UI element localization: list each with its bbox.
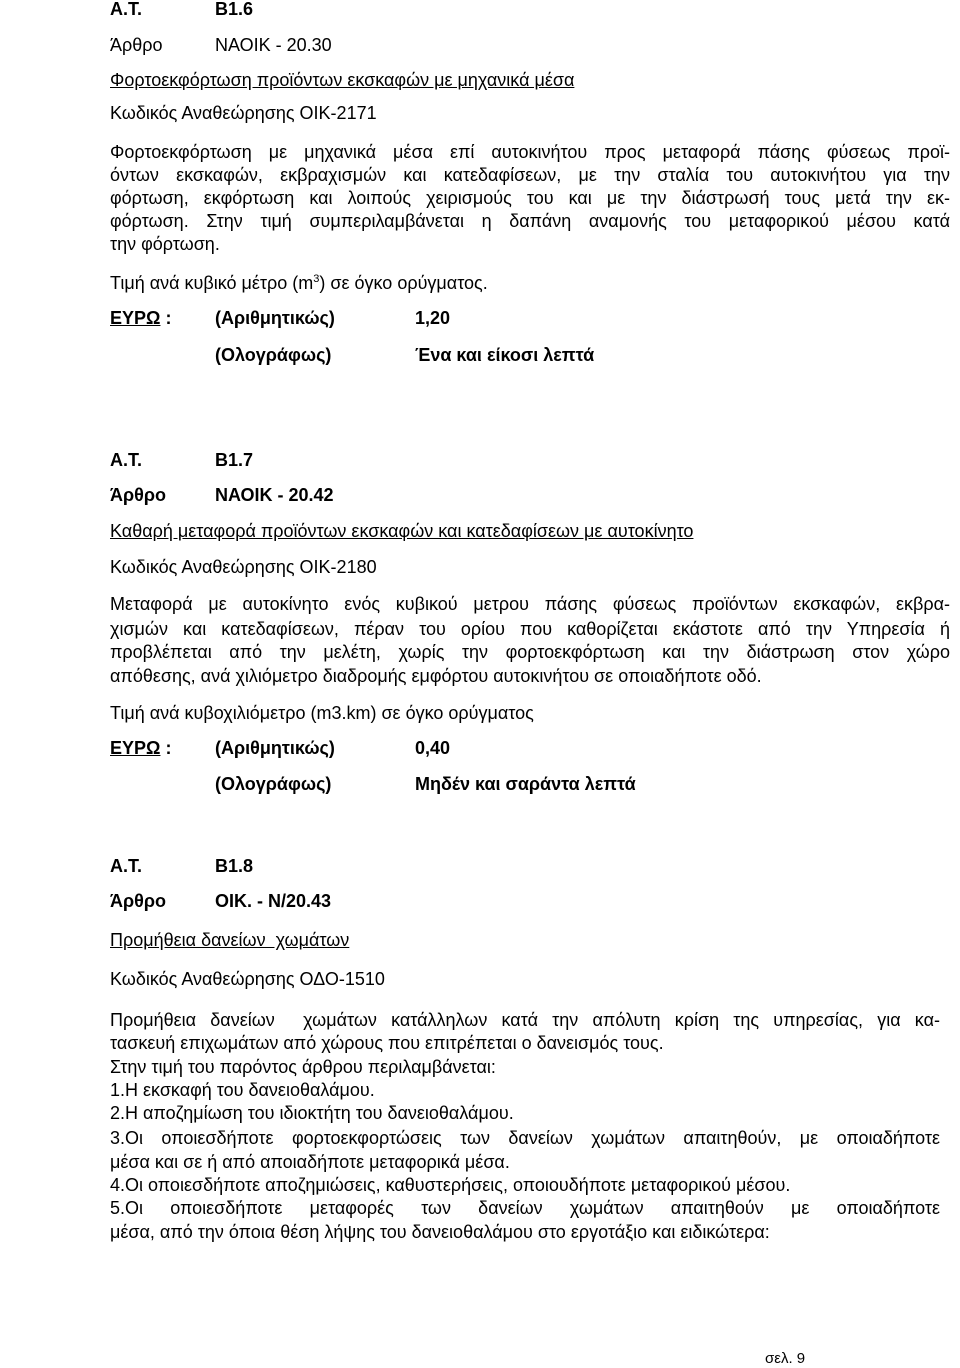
- section-1-revision-code: Κωδικός Αναθεώρησης ΟΙΚ-2171: [110, 103, 377, 123]
- section-3-list-item: 4.Οι οποιεσδήποτε αποζημιώσεις, καθυστερήσεις, οποιουδήποτε μεταφορικού μέσου.: [110, 1175, 791, 1195]
- article-code: ΝΑΟΙΚ - 20.30: [215, 35, 332, 55]
- numeric-value: 0,40: [415, 738, 451, 758]
- section-3-article-line: [110, 891, 950, 911]
- words-value: Μηδέν και σαράντα λεπτά: [415, 774, 636, 794]
- section-2-description-line: προβλέπεται από την μελέτη, χωρίς την φορτοεκφόρτωση και την διάστρωση στον χώρο: [110, 642, 950, 662]
- section-3-at-line: [110, 856, 950, 876]
- numeric-label: (Αριθμητικώς): [215, 308, 335, 328]
- section-3-list-item-continuation: μέσα και σε ή από αποιαδήποτε μεταφορικά μέσα.: [110, 1152, 510, 1172]
- section-3-revision-code: Κωδικός Αναθεώρησης ΟΔΟ-1510: [110, 969, 385, 989]
- at-code: Β1.6: [215, 0, 254, 19]
- article-label: Άρθρο: [110, 891, 166, 911]
- section-1-description-line: όντων εκσκαφών, εκβραχισμών και κατεδαφίσεων, με την σταλία του αυτοκινήτου για την: [110, 165, 950, 185]
- section-2-description-line: Μεταφορά με αυτοκίνητο ενός κυβικού μετρου πάσης φύσεως προϊόντων εκσκαφών, εκβρα-: [110, 594, 950, 614]
- unit-superscript: 3: [313, 273, 320, 285]
- section-2-price-numeric-line: [110, 738, 950, 758]
- currency: ΕΥΡΩ: [110, 738, 161, 758]
- article-code: ΟΙΚ. - Ν/20.43: [215, 891, 332, 911]
- section-2-description-line: απόθεσης, ανά χιλιόμετρο διαδρομής εμφόρτου αυτοκινήτου σε οποιαδήποτε οδό.: [110, 666, 762, 686]
- section-2-at-line: [110, 450, 950, 470]
- section-3-title: Προμήθεια δανείων χωμάτων: [110, 930, 350, 950]
- section-2-description-line: χισμών και κατεδαφίσεων, πέραν του ορίου που καθορίζεται εκάστοτε από την Υπηρεσία ή: [110, 619, 950, 639]
- at-label: Α.Τ.: [110, 450, 143, 470]
- section-1-description-line: Φορτοεκφόρτωση με μηχανικά μέσα επί αυτοκινήτου προς μεταφορά πάσης φύσεως προϊ-: [110, 142, 950, 162]
- section-1-unit-text: [110, 273, 488, 293]
- at-code: Β1.7: [215, 450, 254, 470]
- section-2-title: Καθαρή μεταφορά προϊόντων εκσκαφών και κατεδαφίσεων με αυτοκίνητο: [110, 521, 694, 541]
- section-3-description-line: Προμήθεια δανείων χωμάτων κατάλληλων κατά την απόλυτη κρίση της υπηρεσίας, για κα-: [110, 1010, 940, 1030]
- currency-separator: :: [160, 308, 172, 328]
- currency: ΕΥΡΩ: [110, 308, 161, 328]
- section-3-list-item: 1.Η εκσκαφή του δανειοθαλάμου.: [110, 1080, 375, 1100]
- at-label: Α.Τ.: [110, 856, 143, 876]
- page-number: σελ. 9: [765, 1350, 806, 1367]
- section-3-description-line: τασκευή επιχωμάτων από χώρους που επιτρέπεται ο δανεισμός τους.: [110, 1033, 664, 1053]
- article-label: Άρθρο: [110, 35, 163, 55]
- section-3-list-item-continuation: μέσα, από την όποια θέση λήψης του δανειοθαλάμου στο εργοτάξιο και ειδικώτερα:: [110, 1222, 770, 1242]
- article-code: ΝΑΟΙΚ - 20.42: [215, 485, 334, 505]
- words-value: Ένα και είκοσι λεπτά: [415, 345, 595, 365]
- section-3-list-item: 3.Οι οποιεσδήποτε φορτοεκφορτώσεις των δανείων χωμάτων απαιτηθούν, με οποιαδήποτε: [110, 1128, 940, 1148]
- section-3-description-line: Στην τιμή του παρόντος άρθρου περιλαμβάνεται:: [110, 1057, 496, 1077]
- section-1-price-words-line: [110, 345, 950, 365]
- section-1-price-numeric-line: [110, 308, 950, 328]
- section-1-description-line: την φόρτωση.: [110, 234, 220, 254]
- section-2-price-words-line: [110, 774, 950, 794]
- at-code: Β1.8: [215, 856, 254, 876]
- section-2-article-line: [110, 485, 950, 505]
- currency-separator: :: [160, 738, 172, 758]
- words-label: (Ολογράφως): [215, 774, 332, 794]
- section-1-description-line: φόρτωση, εκφόρτωση και λοιπούς χειρισμούς του και με την διάστρωσή τους μετά την εκ-: [110, 188, 950, 208]
- currency-label: [110, 738, 171, 758]
- numeric-label: (Αριθμητικώς): [215, 738, 335, 758]
- at-label: Α.Τ.: [110, 0, 143, 19]
- currency-label: [110, 308, 171, 328]
- section-1-title: Φορτοεκφόρτωση προϊόντων εκσκαφών με μηχανικά μέσα: [110, 70, 575, 90]
- section-3-list-item: 5.Οι οποιεσδήποτε μεταφορές των δανείων χωμάτων απαιτηθούν με οποιαδήποτε: [110, 1198, 940, 1218]
- unit-text-start: Τιμή ανά κυβικό μέτρο (m: [110, 273, 314, 293]
- words-label: (Ολογράφως): [215, 345, 332, 365]
- section-1-description-line: φόρτωση. Στην τιμή συμπεριλαμβάνεται η δαπάνη αναμονής του μεταφορικού μέσου κατά: [110, 211, 950, 231]
- unit-text-end: ) σε όγκο ορύγματος.: [319, 273, 488, 293]
- section-1-article-line: [110, 35, 950, 55]
- section-3-list-item: 2.Η αποζημίωση του ιδιοκτήτη του δανειοθαλάμου.: [110, 1103, 514, 1123]
- section-2-revision-code: Κωδικός Αναθεώρησης ΟΙΚ-2180: [110, 557, 377, 577]
- article-label: Άρθρο: [110, 485, 166, 505]
- section-2-unit-text: Τιμή ανά κυβοχιλιόμετρο (m3.km) σε όγκο ορύγματος: [110, 703, 534, 723]
- numeric-value: 1,20: [415, 308, 451, 328]
- section-1-at-line: [110, 0, 950, 19]
